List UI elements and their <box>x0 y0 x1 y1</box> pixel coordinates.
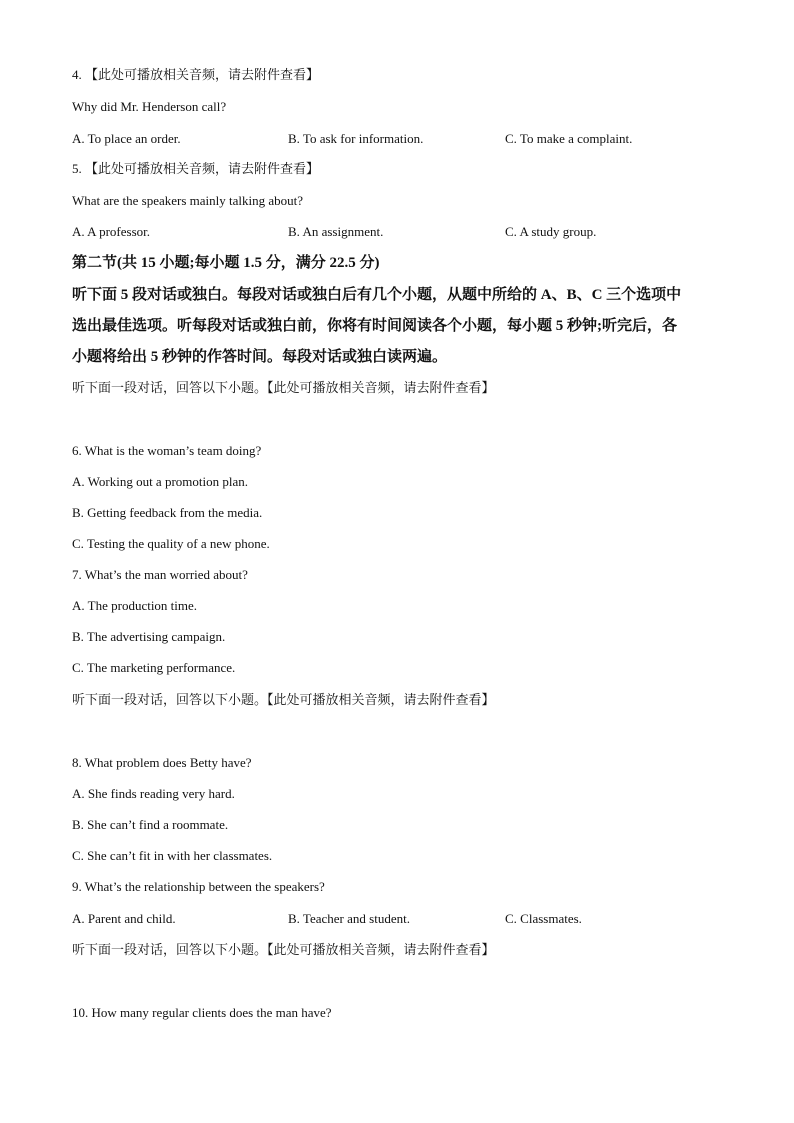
q4-option-a: A. To place an order. <box>72 131 181 146</box>
section-instructions-line-1: 听下面 5 段对话或独白。每段对话或独白后有几个小题，从题中所给的 A、B、C 三个选项中 <box>72 287 682 303</box>
q5-option-b: B. An assignment. <box>288 224 384 239</box>
section-heading: 第二节(共 15 小题;每小题 1.5 分，满分 22.5 分) <box>72 255 380 271</box>
q8-question: 8. What problem does Betty have? <box>72 755 252 770</box>
q9-option-c: C. Classmates. <box>505 911 582 926</box>
q6-option-b: B. Getting feedback from the media. <box>72 505 263 520</box>
q7-option-c: C. The marketing performance. <box>72 660 236 675</box>
q7-option-b: B. The advertising campaign. <box>72 629 226 644</box>
q6-option-a: A. Working out a promotion plan. <box>72 474 249 489</box>
section-instructions-line-2: 选出最佳选项。听每段对话或独白前，你将有时间阅读各个小题，每小题 5 秒钟;听完后，各 <box>72 318 677 334</box>
q5-prompt: 5. 【此处可播放相关音频，请去附件查看】 <box>72 161 320 176</box>
dialog-1-intro: 听下面一段对话，回答以下小题。【此处可播放相关音频，请去附件查看】 <box>72 380 495 395</box>
q8-option-b: B. She can’t find a roommate. <box>72 817 229 832</box>
q4-option-b: B. To ask for information. <box>288 131 424 146</box>
q5-question: What are the speakers mainly talking about? <box>72 193 304 208</box>
q6-option-c: C. Testing the quality of a new phone. <box>72 536 270 551</box>
q9-option-a: A. Parent and child. <box>72 911 176 926</box>
q4-option-c: C. To make a complaint. <box>505 131 633 146</box>
q4-prompt: 4. 【此处可播放相关音频，请去附件查看】 <box>72 67 320 82</box>
q10-question: 10. How many regular clients does the man have? <box>72 1005 332 1020</box>
q8-option-c: C. She can’t fit in with her classmates. <box>72 848 273 863</box>
q9-option-b: B. Teacher and student. <box>288 911 410 926</box>
dialog-2-intro: 听下面一段对话，回答以下小题。【此处可播放相关音频，请去附件查看】 <box>72 692 495 707</box>
section-instructions-line-3: 小题将给出 5 秒钟的作答时间。每段对话或独白读两遍。 <box>72 349 448 365</box>
dialog-3-intro: 听下面一段对话，回答以下小题。【此处可播放相关音频，请去附件查看】 <box>72 942 495 957</box>
q7-option-a: A. The production time. <box>72 598 198 613</box>
q5-option-a: A. A professor. <box>72 224 150 239</box>
q4-question: Why did Mr. Henderson call? <box>72 99 227 114</box>
q9-question: 9. What’s the relationship between the speakers? <box>72 879 325 894</box>
q7-question: 7. What’s the man worried about? <box>72 567 248 582</box>
q8-option-a: A. She finds reading very hard. <box>72 786 235 801</box>
q5-option-c: C. A study group. <box>505 224 597 239</box>
q6-question: 6. What is the woman’s team doing? <box>72 443 262 458</box>
